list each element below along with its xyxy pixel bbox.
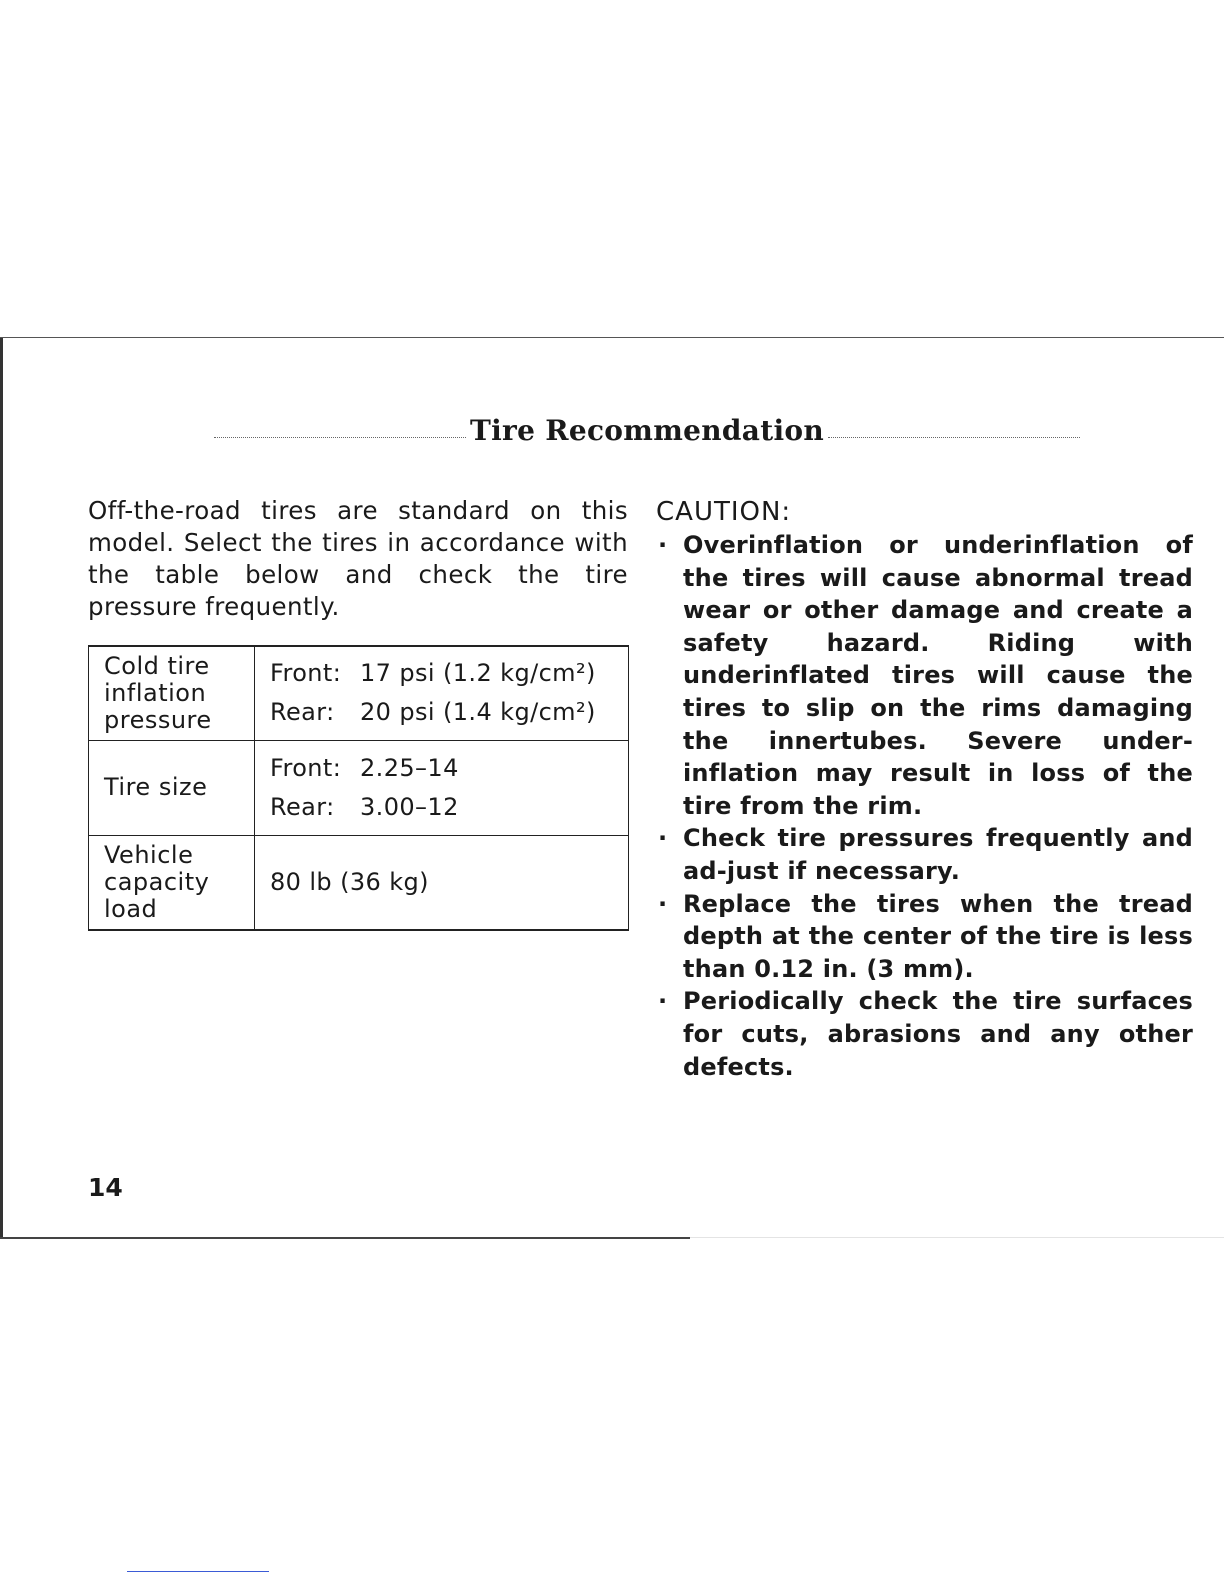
bullet-icon: · bbox=[658, 987, 668, 1016]
page-left-edge bbox=[0, 338, 3, 1238]
title-leader-left bbox=[214, 437, 466, 438]
value-text: 2.25–14 bbox=[360, 753, 459, 782]
bottom-rule-faint bbox=[690, 1237, 1224, 1238]
bullet-icon: · bbox=[658, 531, 668, 559]
table-row bbox=[89, 740, 629, 835]
row-value-capacity bbox=[255, 835, 629, 930]
row-value-tire-size bbox=[255, 740, 629, 835]
list-item bbox=[656, 822, 1193, 887]
value-key: Front: bbox=[270, 659, 342, 688]
value-line-front bbox=[270, 749, 628, 788]
blue-underline-mark bbox=[127, 1571, 269, 1572]
value-key: Front: bbox=[270, 753, 342, 782]
value-line-rear bbox=[270, 788, 628, 827]
bottom-rule bbox=[0, 1237, 690, 1239]
value-text: 3.00–12 bbox=[360, 792, 459, 821]
caution-item-text: Periodically check the tire surfaces for cuts, abrasions and any other defects. bbox=[683, 987, 1193, 1081]
page-number: 14 bbox=[88, 1173, 123, 1202]
value-text: 80 lb (36 kg) bbox=[270, 867, 429, 896]
value-line-rear bbox=[270, 693, 628, 732]
bullet-icon: · bbox=[658, 889, 668, 918]
value-line-front bbox=[270, 654, 628, 693]
bullet-icon: · bbox=[658, 824, 668, 853]
caution-list bbox=[656, 529, 1193, 1083]
caution-heading: CAUTION: bbox=[656, 497, 792, 527]
row-label-capacity: Vehicle capacity load bbox=[89, 835, 255, 930]
value-line-capacity bbox=[270, 863, 628, 902]
title-leader-right bbox=[828, 437, 1080, 438]
row-label-tire-size: Tire size bbox=[89, 740, 255, 835]
list-item bbox=[656, 529, 1193, 822]
list-item bbox=[656, 888, 1193, 986]
section-header bbox=[214, 410, 1080, 450]
intro-paragraph: Off-the-road tires are standard on this model. Select the tires in accordance with the table below and check the tire pressure frequently. bbox=[88, 496, 628, 621]
row-label-inflation: Cold tire inflation pressure bbox=[89, 646, 255, 740]
value-text: 17 psi (1.2 kg/cm²) bbox=[360, 659, 596, 688]
value-text: 20 psi (1.4 kg/cm²) bbox=[360, 698, 596, 727]
value-key: Rear: bbox=[270, 792, 335, 821]
top-rule bbox=[0, 337, 1224, 338]
list-item bbox=[656, 985, 1193, 1083]
caution-item-text: Replace the tires when the tread depth at the center of the tire is less than 0.12 in. (3 mm). bbox=[683, 889, 1193, 983]
table-row bbox=[89, 835, 629, 930]
tire-spec-table bbox=[88, 645, 629, 931]
row-value-inflation bbox=[255, 646, 629, 740]
caution-item-text: Check tire pressures frequently and ad-just if necessary. bbox=[683, 824, 1193, 885]
value-key: Rear: bbox=[270, 698, 335, 727]
section-title: Tire Recommendation bbox=[469, 413, 825, 447]
caution-item-text: Overinflation or underinflation of the tires will cause abnormal tread wear or other damage and create a safety hazard. Riding with underinflated tires will cause the tires to slip on the rims damaging the innertubes. Severe under-inflation may result in loss of the tire from the rim. bbox=[683, 531, 1193, 820]
table-row bbox=[89, 646, 629, 740]
caution-block bbox=[656, 495, 1193, 1083]
